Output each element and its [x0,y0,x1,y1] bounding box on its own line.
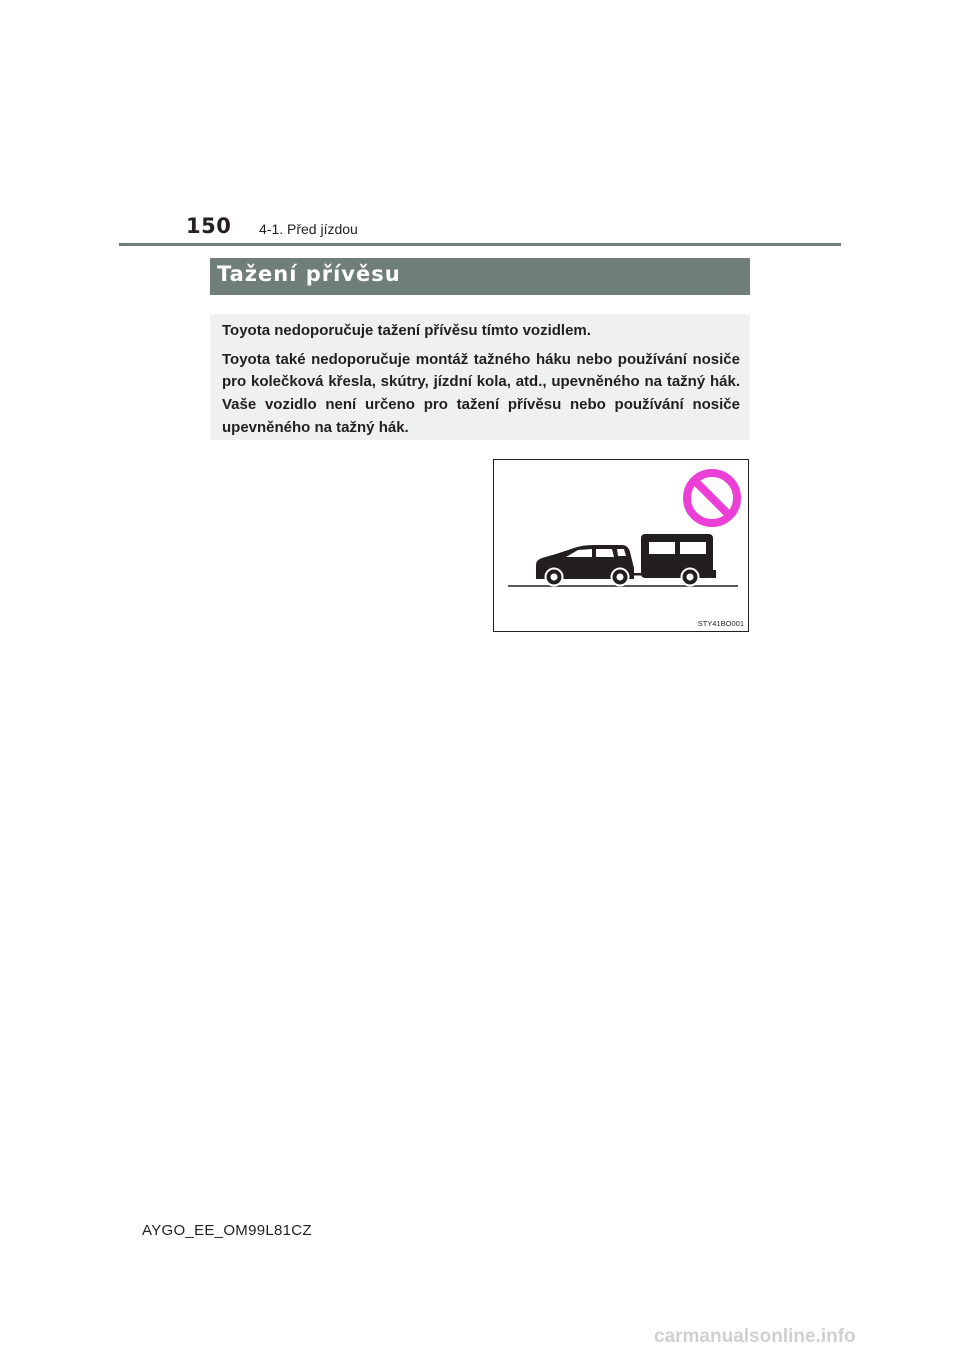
section-header [210,258,750,295]
figure-code: STY41BO001 [697,619,744,628]
header-rule [119,243,841,246]
watermark[interactable]: carmanualsonline.info [654,1326,856,1347]
towing-illustration [493,459,749,632]
trailer-icon [641,534,716,586]
info-paragraph: Toyota také nedoporučuje montáž tažného háku nebo používání nosiče pro kolečková křesla, skútry, jízdní kola, atd., upevněného na tažný hák. Vaše vozidlo není určeno pro tažení přívěsu nebo používání nosiče upevněného na tažný hák. [222,350,740,436]
car-icon [536,545,643,586]
page-number: 150 [186,214,232,238]
prohibition-icon [687,473,737,523]
breadcrumb: 4-1. Před jízdou [259,221,358,237]
section-title: Tažení přívěsu [217,262,401,286]
info-paragraph: Toyota nedoporučuje tažení přívěsu tímto vozidlem. [222,322,591,339]
document-code: AYGO_EE_OM99L81CZ [142,1222,312,1239]
info-box [210,314,750,440]
